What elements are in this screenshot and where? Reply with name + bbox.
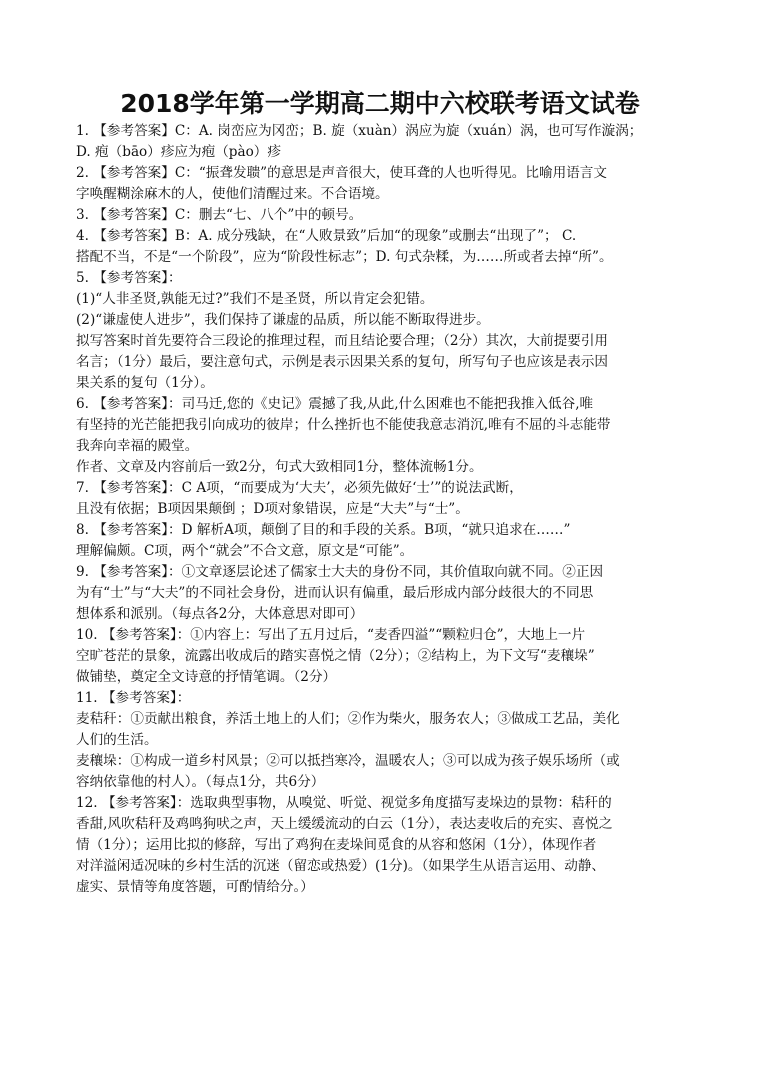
text-line: 我奔向幸福的殿堂。 — [76, 438, 199, 454]
text-line: 且没有依据；B项因果颠倒 ；D项对象错误，应是“大夫”与“士”。 — [76, 501, 469, 517]
text-line: 搭配不当，不是“一个阶段”，应为“阶段性标志”；D. 句式杂糅，为……所或者去掉“所”。 — [76, 249, 613, 265]
text-line: 字唤醒糊涂麻木的人，使他们清醒过来。不合语境。 — [76, 186, 389, 202]
text-line: 7. 【参考答案】：C A项，“而要成为‘大夫’，必须先做好‘士’”的说法武断， — [76, 480, 523, 496]
text-line: 拟写答案时首先要符合三段论的推理过程，而且结论要合理；（2分）其次，大前提要引用 — [76, 333, 609, 349]
text-line: 果关系的复句（1分）。 — [76, 375, 214, 391]
text-line: 为有“士”与“大夫”的不同社会身份，进而认识有偏重，最后形成内部分歧很大的不同思 — [76, 585, 594, 601]
text-line: 8. 【参考答案】：D 解析A项，颠倒了目的和手段的关系。B项，“就只追求在……” — [76, 522, 571, 538]
text-line: 作者、文章及内容前后一致2分，句式大致相同1分，整体流畅1分。 — [76, 459, 483, 475]
answer-content — [76, 121, 691, 898]
text-line: 10. 【参考答案】：①内容上：写出了五月过后，“麦香四溢”“颗粒归仓”，大地上一片 — [76, 627, 586, 643]
text-line: (2)“谦虚使人进步”，我们保持了谦虚的品质，所以能不断取得进步。 — [76, 312, 490, 328]
text-line: 容纳依靠他的村人）。（每点1分，共6分） — [76, 774, 325, 790]
text-line: 9. 【参考答案】：①文章逐层论述了儒家士大夫的身份不同，其价值取向就不同。②正因 — [76, 564, 604, 580]
page-title: 2018学年第一学期高二期中六校联考语文试卷 — [120, 89, 640, 118]
text-line: 3. 【参考答案】C：删去“七、八个”中的顿号。 — [76, 207, 363, 223]
text-line: D. 疱（bāo）疹应为疱（pào）疹 — [76, 144, 281, 160]
text-line: 4. 【参考答案】B：A. 成分残缺，在“人败景致”后加“的现象”或删去“出现了”； C. — [76, 228, 577, 244]
text-line: 2. 【参考答案】C：“振聋发聩”的意思是声音很大，使耳聋的人也听得见。比喻用语言文 — [76, 165, 607, 181]
text-line: 香甜,风吹秸秆及鸡鸣狗吠之声，天上缓缓流动的白云（1分），表达麦收后的充实、喜悦之 — [76, 816, 613, 832]
text-line: 做铺垫，奠定全文诗意的抒情笔调。（2分） — [76, 669, 337, 685]
text-line: 有坚持的光芒能把我引向成功的彼岸；什么挫折也不能使我意志消沉,唯有不屈的斗志能带 — [76, 417, 611, 433]
text-line: 名言；（1分）最后，要注意句式，示例是表示因果关系的复句，所写句子也应该是表示因 — [76, 354, 609, 370]
text-line: 人们的生活。 — [76, 732, 158, 748]
text-line: 麦秸秆：①贡献出粮食，养活土地上的人们；②作为柴火，服务农人；③做成工艺品，美化 — [76, 711, 620, 727]
text-line: 想体系和派别。（每点各2分，大体意思对即可） — [76, 606, 364, 622]
text-line: 11. 【参考答案】： — [76, 690, 191, 706]
text-line: 5. 【参考答案】： — [76, 270, 182, 286]
text-line: 1. 【参考答案】C：A. 岗峦应为冈峦；B. 旋（xuàn）涡应为旋（xuán）涡，也可写作漩涡； — [76, 123, 643, 139]
text-line: 6. 【参考答案】：司马迁,您的《史记》震撼了我,从此,什么困难也不能把我推入低谷,唯 — [76, 396, 594, 412]
text-line: 12. 【参考答案】：选取典型事物，从嗅觉、听觉、视觉多角度描写麦垛边的景物：秸秆的 — [76, 795, 612, 811]
text-line: 麦穰垛：①构成一道乡村风景；②可以抵挡寒冷，温暖农人；③可以成为孩子娱乐场所（或 — [76, 753, 620, 769]
text-line: 理解偏颇。C项，两个“就会”不合文意，原文是“可能”。 — [76, 543, 414, 559]
text-line: 空旷苍茫的景象，流露出收成后的踏实喜悦之情（2分）；②结构上，为下文写“麦穰垛” — [76, 648, 595, 664]
text-line: 对洋溢闲适况味的乡村生活的沉迷（留恋或热爱）(1分)。（如果学生从语言运用、动静、 — [76, 858, 606, 874]
text-line: 虚实、景情等角度答题，可酌情给分。） — [76, 879, 314, 895]
text-line: 情（1分）；运用比拟的修辞，写出了鸡狗在麦垛间觅食的从容和悠闲（1分），体现作者 — [76, 837, 597, 853]
text-line: (1)“人非圣贤,孰能无过?”我们不是圣贤，所以肯定会犯错。 — [76, 291, 434, 307]
